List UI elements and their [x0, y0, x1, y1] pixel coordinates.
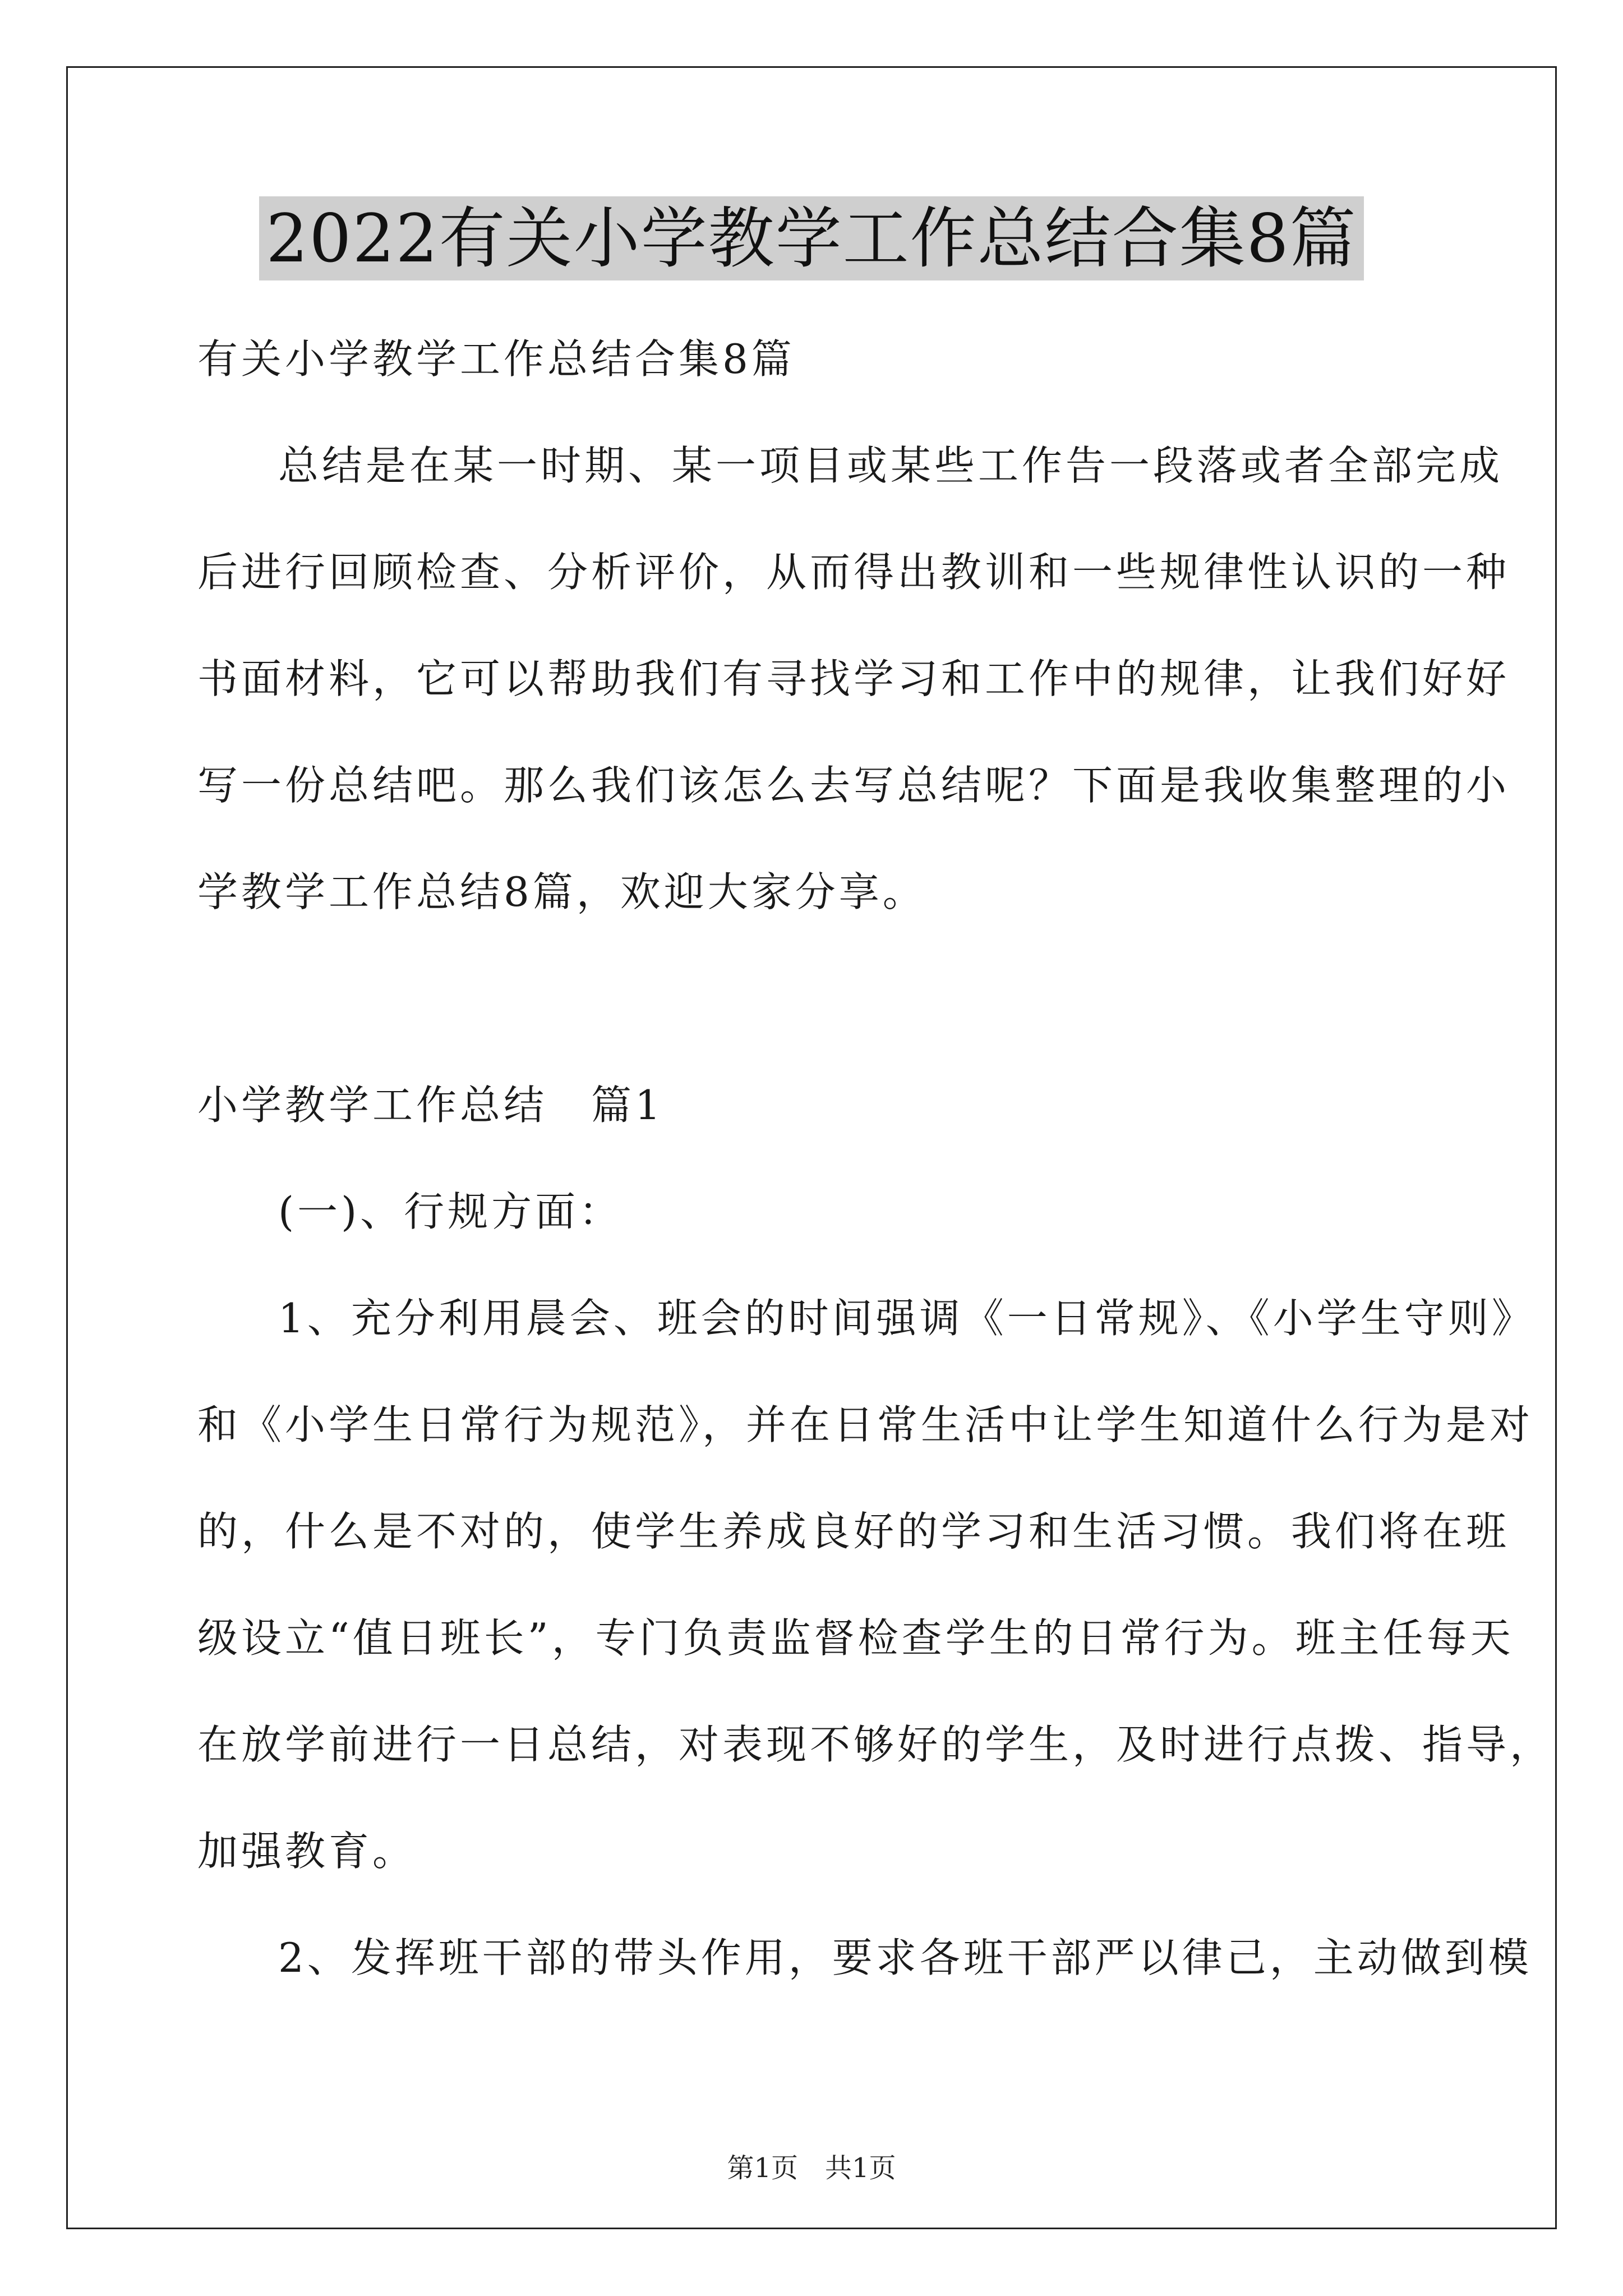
intro-line: 书面材料，它可以帮助我们有寻找学习和工作中的规律，让我们好好: [197, 655, 1510, 702]
item1-line: 1、充分利用晨会、班会的时间强调《一日常规》、《小学生守则》: [278, 1295, 1536, 1342]
intro-line: 总结是在某一时期、某一项目或某些工作告一段落或者全部完成: [278, 442, 1504, 489]
item1-line: 在放学前进行一日总结，对表现不够好的学生，及时进行点拨、指导，: [197, 1721, 1554, 1768]
document-body: [197, 306, 1554, 2011]
item2-line: 2、发挥班干部的带头作用，要求各班干部严以律己，主动做到模: [278, 1934, 1532, 1981]
item1-line: 的，什么是不对的，使学生养成良好的学习和生活习惯。我们将在班: [197, 1508, 1510, 1555]
intro-line: 学教学工作总结8篇，欢迎大家分享。: [197, 868, 926, 915]
intro-line: 写一份总结吧。那么我们该怎么去写总结呢？下面是我收集整理的小: [197, 762, 1510, 809]
title-container: [0, 196, 1623, 280]
section-heading: 小学教学工作总结 篇1: [197, 1082, 664, 1129]
paragraph-gap: [197, 945, 1431, 1052]
document-subtitle: 有关小学教学工作总结合集8篇: [197, 335, 795, 383]
intro-line: 后进行回顾检查、分析评价，从而得出教训和一些规律性认识的一种: [197, 549, 1510, 596]
page-footer: 第1页 共1页: [727, 2152, 896, 2184]
item1-line: 加强教育。: [197, 1828, 417, 1875]
item1-line: 和《小学生日常行为规范》，并在日常生活中让学生知道什么行为是对: [197, 1401, 1534, 1448]
document-title: 2022有关小学教学工作总结合集8篇: [259, 196, 1363, 280]
sub-heading: (一)、行规方面：: [278, 1188, 623, 1235]
item1-line: 级设立“值日班长”，专门负责监督检查学生的日常行为。班主任每天: [197, 1614, 1514, 1662]
